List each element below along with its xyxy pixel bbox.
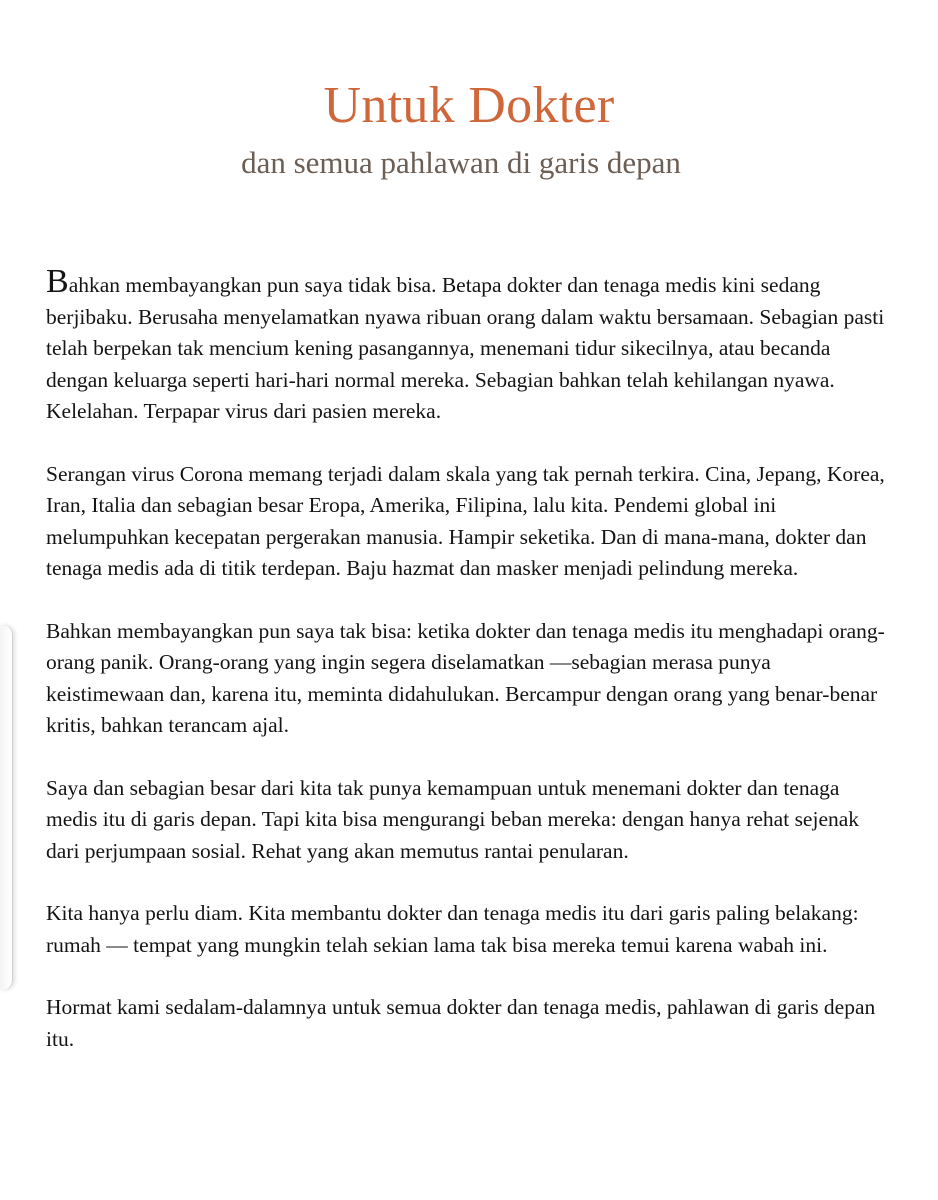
- paragraph-6: Hormat kami sedalam-dalamnya untuk semua dokter dan tenaga medis, pahlawan di garis depan itu.: [46, 995, 876, 1051]
- page-title: Untuk Dokter: [323, 77, 615, 134]
- paragraph-4: Saya dan sebagian besar dari kita tak punya kemampuan untuk menemani dokter dan tenaga medis itu di garis depan. Tapi kita bisa mengurangi beban mereka: dengan hanya rehat sejenak dari perjumpaan sosial. Rehat yang akan memutus rantai penularan.: [46, 775, 860, 863]
- paragraph-2: Serangan virus Corona memang terjadi dalam skala yang tak pernah terkira. Cina, Jepang, Korea, Iran, Italia dan sebagian besar Eropa, Amerika, Filipina, lalu kita. Pendemi global ini melumpuhkan kecepatan pergerakan manusia. Hampir seketika. Dan di mana-mana, dokter dan tenaga medis ada di titik terdepan. Baju hazmat dan masker menjadi pelindung mereka.: [46, 461, 885, 580]
- paragraph-5: Kita hanya perlu diam. Kita membantu dokter dan tenaga medis itu dari garis paling belakang: rumah — tempat yang mungkin telah sekian lama tak bisa mereka temui karena wabah ini.: [46, 901, 859, 957]
- page-subtitle: dan semua pahlawan di garis depan: [241, 145, 681, 180]
- article-body: [46, 263, 891, 1086]
- page-edge-shadow: [0, 625, 13, 990]
- paragraph-3: Bahkan membayangkan pun saya tak bisa: ketika dokter dan tenaga medis itu menghadapi orang-orang panik. Orang-orang yang ingin segera diselamatkan —sebagian merasa punya keistimewaan dan, karena itu, meminta didahulukan. Bercampur dengan orang yang benar-benar kritis, bahkan terancam ajal.: [46, 618, 885, 737]
- drop-cap: B: [46, 263, 69, 300]
- paragraph-1: [46, 263, 891, 428]
- paragraph-1-text: ahkan membayangkan pun saya tidak bisa. Betapa dokter dan tenaga medis kini sedang berjibaku. Berusaha menyelamatkan nyawa ribuan orang dalam waktu bersamaan. Sebagian pasti telah berpekan tak mencium kening pasangannya, menemani tidur sikecilnya, atau becanda dengan keluarga seperti hari-hari normal mereka. Sebagian bahkan telah kehilangan nyawa. Kelelahan. Terpapar virus dari pasien mereka.: [46, 273, 885, 423]
